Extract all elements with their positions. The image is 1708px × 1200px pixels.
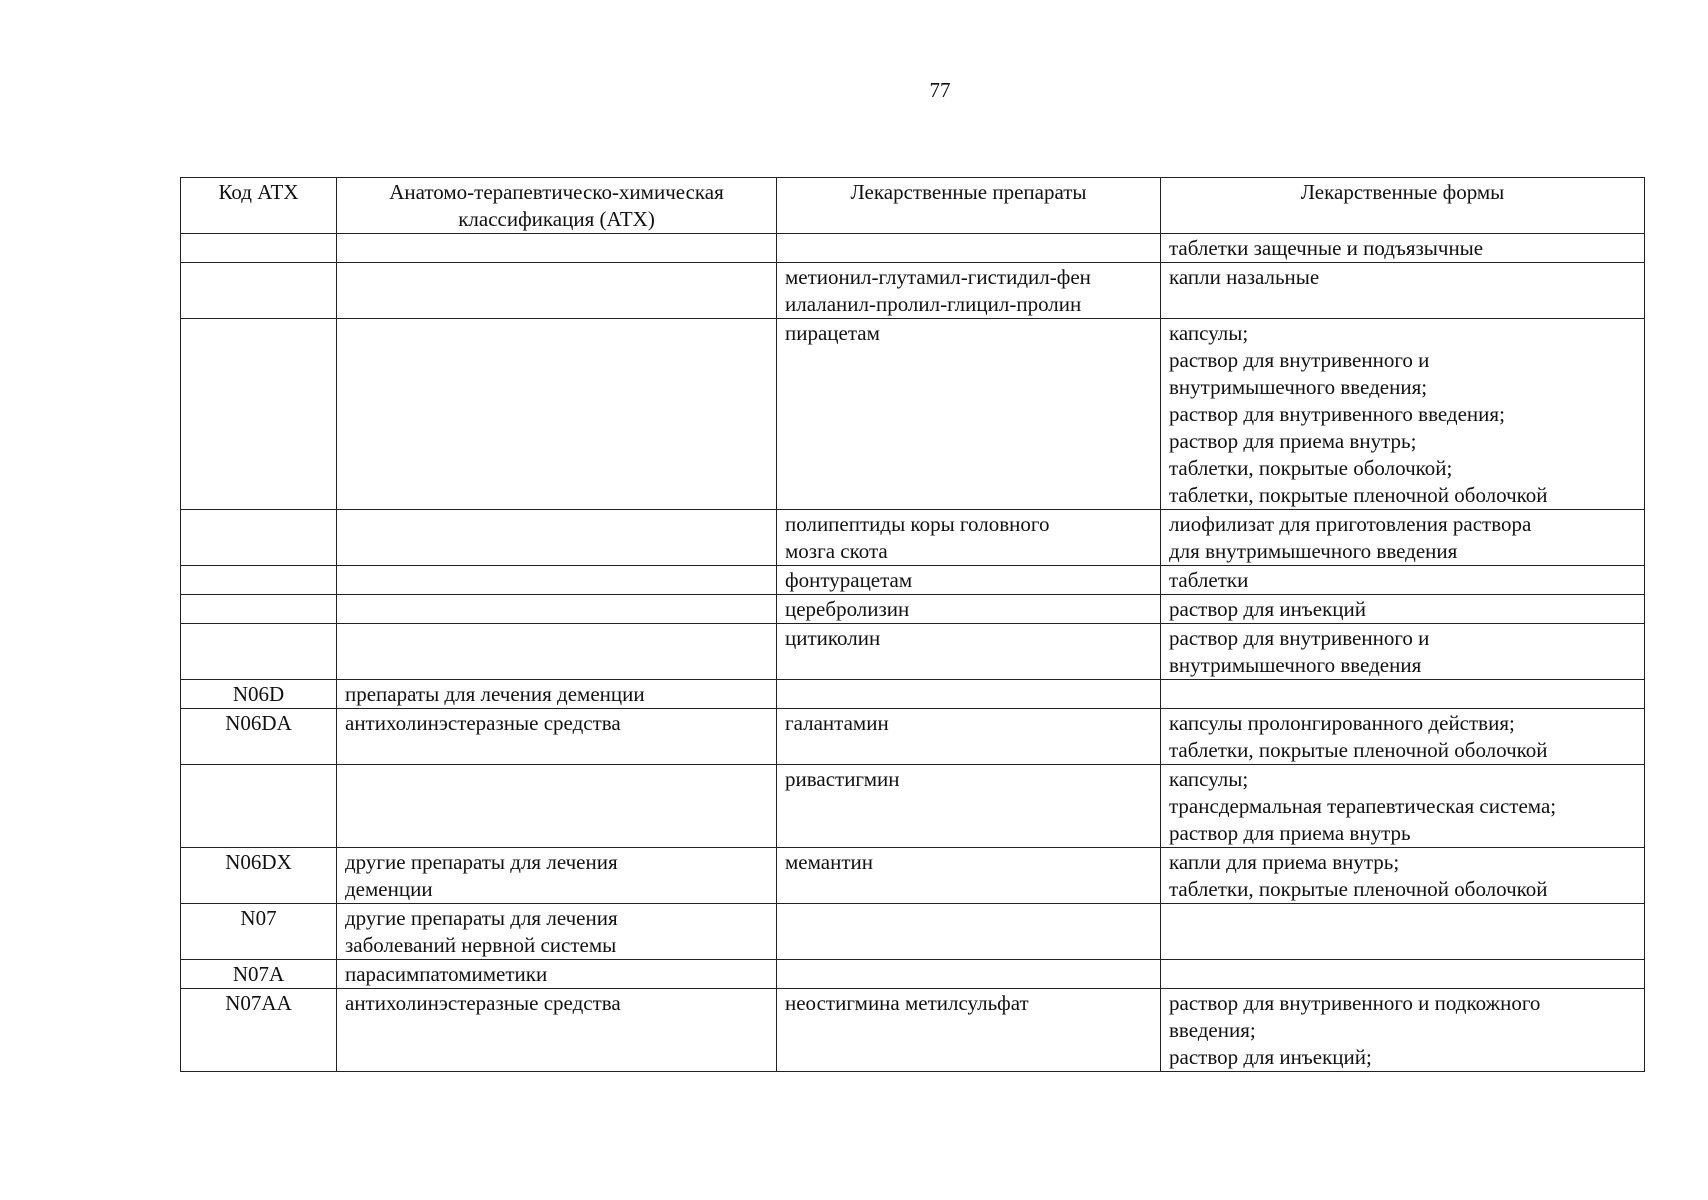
- forms-cell: [1161, 624, 1645, 680]
- classification-cell: [337, 234, 777, 263]
- drugs-cell: [777, 989, 1161, 1072]
- classification-cell: [337, 566, 777, 595]
- code-cell: [181, 624, 337, 680]
- cell-line: ривастигмин: [785, 767, 900, 791]
- cell-line: другие препараты для лечения: [345, 906, 618, 930]
- header-dosage-forms: Лекарственные формы: [1161, 178, 1645, 234]
- cell-line: раствор для внутривенного и: [1169, 348, 1430, 372]
- cell-line: внутримышечного введения;: [1169, 375, 1428, 399]
- table-header-row: [181, 178, 1645, 234]
- drugs-cell: [777, 709, 1161, 765]
- cell-line: лиофилизат для приготовления раствора: [1169, 512, 1532, 536]
- code-cell: [181, 595, 337, 624]
- cell-line: раствор для внутривенного и подкожного: [1169, 991, 1541, 1015]
- table-row: [181, 848, 1645, 904]
- cell-line: раствор для инъекций;: [1169, 1045, 1372, 1069]
- header-atx-classification: Анатомо-терапевтическо-химическая классификация (АТХ): [337, 178, 777, 234]
- cell-line: капсулы;: [1169, 767, 1249, 791]
- drugs-cell: [777, 319, 1161, 510]
- cell-line: церебролизин: [785, 597, 910, 621]
- code-cell: N06DX: [181, 848, 337, 904]
- cell-line: внутримышечного введения: [1169, 653, 1422, 677]
- classification-cell: [337, 319, 777, 510]
- cell-line: раствор для внутривенного и: [1169, 626, 1430, 650]
- cell-line: фонтурацетам: [785, 568, 913, 592]
- table-row: [181, 680, 1645, 709]
- cell-line: раствор для приема внутрь;: [1169, 429, 1417, 453]
- cell-line: антихолинэстеразные средства: [345, 991, 621, 1015]
- cell-line: парасимпатомиметики: [345, 962, 548, 986]
- cell-line: цитиколин: [785, 626, 881, 650]
- cell-line: деменции: [345, 877, 433, 901]
- code-cell: N06DA: [181, 709, 337, 765]
- forms-cell: [1161, 595, 1645, 624]
- code-cell: [181, 263, 337, 319]
- table-row: [181, 624, 1645, 680]
- classification-cell: [337, 989, 777, 1072]
- classification-cell: [337, 848, 777, 904]
- drugs-cell: [777, 234, 1161, 263]
- drugs-cell: [777, 624, 1161, 680]
- forms-cell: [1161, 263, 1645, 319]
- table-body: [181, 234, 1645, 1072]
- classification-cell: [337, 904, 777, 960]
- cell-line: таблетки, покрытые пленочной оболочкой: [1169, 877, 1548, 901]
- cell-line: таблетки, покрытые оболочкой;: [1169, 456, 1453, 480]
- cell-line: капли для приема внутрь;: [1169, 850, 1400, 874]
- forms-cell: [1161, 989, 1645, 1072]
- code-cell: [181, 510, 337, 566]
- forms-cell: [1161, 960, 1645, 989]
- cell-line: раствор для инъекций: [1169, 597, 1366, 621]
- classification-cell: [337, 624, 777, 680]
- classification-cell: [337, 765, 777, 848]
- cell-line: неостигмина метилсульфат: [785, 991, 1029, 1015]
- table-row: [181, 904, 1645, 960]
- drugs-cell: [777, 680, 1161, 709]
- drugs-cell: [777, 765, 1161, 848]
- atx-drug-table: [180, 177, 1645, 1072]
- table-row: [181, 595, 1645, 624]
- cell-line: таблетки: [1169, 568, 1249, 592]
- table-row: [181, 566, 1645, 595]
- header-atx-code: Код АТХ: [181, 178, 337, 234]
- cell-line: для внутримышечного введения: [1169, 539, 1458, 563]
- forms-cell: [1161, 566, 1645, 595]
- drugs-cell: [777, 510, 1161, 566]
- classification-cell: [337, 680, 777, 709]
- drugs-cell: [777, 595, 1161, 624]
- code-cell: N07A: [181, 960, 337, 989]
- page-number: 77: [929, 78, 951, 102]
- cell-line: препараты для лечения деменции: [345, 682, 645, 706]
- forms-cell: [1161, 319, 1645, 510]
- cell-line: заболеваний нервной системы: [345, 933, 617, 957]
- drugs-cell: [777, 960, 1161, 989]
- cell-line: галантамин: [785, 711, 889, 735]
- drugs-cell: [777, 566, 1161, 595]
- cell-line: капли назальные: [1169, 265, 1320, 289]
- cell-line: полипептиды коры головного: [785, 512, 1050, 536]
- cell-line: таблетки защечные и подъязычные: [1169, 236, 1484, 260]
- header-drugs: Лекарственные препараты: [777, 178, 1161, 234]
- classification-cell: [337, 595, 777, 624]
- table-row: [181, 234, 1645, 263]
- forms-cell: [1161, 234, 1645, 263]
- table-row: [181, 709, 1645, 765]
- cell-line: другие препараты для лечения: [345, 850, 618, 874]
- table-row: [181, 989, 1645, 1072]
- forms-cell: [1161, 510, 1645, 566]
- forms-cell: [1161, 848, 1645, 904]
- cell-line: пирацетам: [785, 321, 880, 345]
- code-cell: [181, 234, 337, 263]
- cell-line: капсулы пролонгированного действия;: [1169, 711, 1515, 735]
- cell-line: таблетки, покрытые пленочной оболочкой: [1169, 483, 1548, 507]
- code-cell: N06D: [181, 680, 337, 709]
- cell-line: трансдермальная терапевтическая система;: [1169, 794, 1557, 818]
- table-row: [181, 765, 1645, 848]
- cell-line: антихолинэстеразные средства: [345, 711, 621, 735]
- table-row: [181, 263, 1645, 319]
- cell-line: мемантин: [785, 850, 873, 874]
- drugs-cell: [777, 904, 1161, 960]
- drugs-cell: [777, 263, 1161, 319]
- code-cell: [181, 319, 337, 510]
- cell-line: мозга скота: [785, 539, 888, 563]
- table-row: [181, 960, 1645, 989]
- code-cell: N07: [181, 904, 337, 960]
- cell-line: илаланил-пролил-глицил-пролин: [785, 292, 1082, 316]
- table-row: [181, 510, 1645, 566]
- forms-cell: [1161, 709, 1645, 765]
- classification-cell: [337, 960, 777, 989]
- code-cell: [181, 765, 337, 848]
- table-row: [181, 319, 1645, 510]
- forms-cell: [1161, 904, 1645, 960]
- classification-cell: [337, 263, 777, 319]
- code-cell: N07AA: [181, 989, 337, 1072]
- forms-cell: [1161, 765, 1645, 848]
- cell-line: таблетки, покрытые пленочной оболочкой: [1169, 738, 1548, 762]
- classification-cell: [337, 510, 777, 566]
- cell-line: раствор для приема внутрь: [1169, 821, 1411, 845]
- code-cell: [181, 566, 337, 595]
- drugs-cell: [777, 848, 1161, 904]
- forms-cell: [1161, 680, 1645, 709]
- cell-line: метионил-глутамил-гистидил-фен: [785, 265, 1091, 289]
- classification-cell: [337, 709, 777, 765]
- cell-line: капсулы;: [1169, 321, 1249, 345]
- cell-line: введения;: [1169, 1018, 1256, 1042]
- cell-line: раствор для внутривенного введения;: [1169, 402, 1505, 426]
